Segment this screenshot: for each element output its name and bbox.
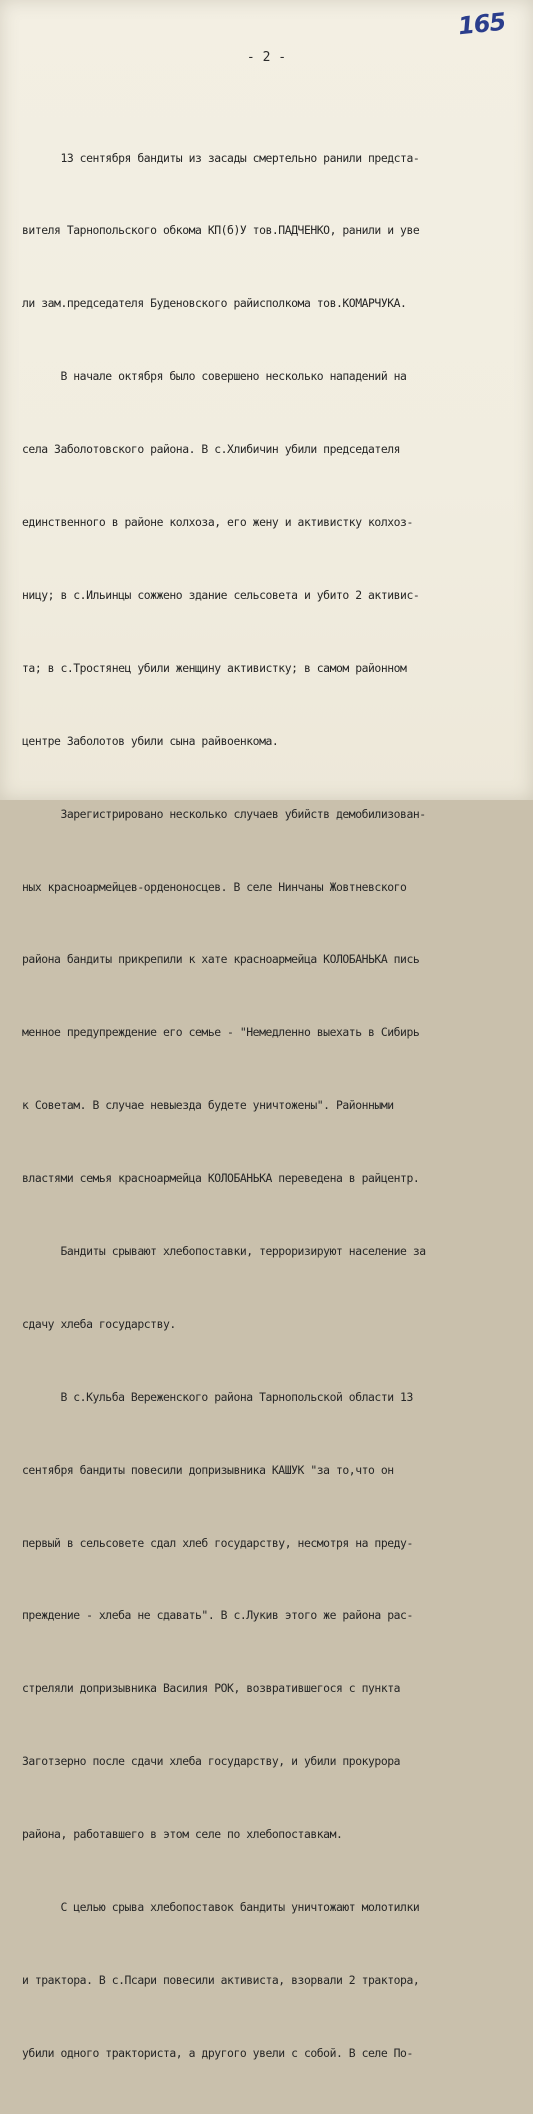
- text-line: вителя Тарнопольского обкома КП(б)У тов.ПАДЧЕНКО, ранили и уве: [22, 223, 420, 238]
- text-line: Заготзерно после сдачи хлеба государству, и убили прокурора: [22, 1754, 401, 1769]
- text-line: Бандиты срывают хлебопоставки, терроризируют население за: [22, 1243, 426, 1258]
- text-line: района, работавшего в этом селе по хлебопоставкам.: [22, 1827, 343, 1842]
- text-line: первый в сельсовете сдал хлеб государству, несмотря на преду-: [22, 1535, 413, 1550]
- page-number: - 2 -: [246, 50, 287, 65]
- text-line: преждение - хлеба не сдавать". В с.Лукив этого же района рас-: [22, 1608, 413, 1623]
- text-line: С целью срыва хлебопоставок бандиты уничтожают молотилки: [22, 1899, 420, 1914]
- text-line: района бандиты прикрепили к хате красноармейца КОЛОБАНЬКА пись: [22, 952, 420, 967]
- text-line: и трактора. В с.Псари повесили активиста, взорвали 2 трактора,: [22, 1972, 420, 1987]
- text-line: В начале октября было совершено несколько нападений на: [22, 369, 407, 384]
- text-line: стреляли допризывника Василия РОК, возвратившегося с пункта: [22, 1681, 401, 1696]
- text-line: ницу; в с.Ильинцы сожжено здание сельсовета и убито 2 активис-: [22, 587, 420, 602]
- text-line: властями семья красноармейца КОЛОБАНЬКА переведена в райцентр.: [22, 1171, 420, 1186]
- text-line: В с.Кульба Вереженского района Тарнопольской области 13: [22, 1389, 413, 1404]
- text-line: сдачу хлеба государству.: [22, 1316, 176, 1331]
- document-body: [22, 97, 530, 2114]
- text-line: менное предупреждение его семье - "Немедленно выехать в Сибирь: [22, 1025, 420, 1040]
- text-line: единственного в районе колхоза, его жену и активистку колхоз-: [22, 515, 413, 530]
- text-line: ли зам.председателя Буденовского райисполкома тов.КОМАРЧУКА.: [22, 296, 407, 311]
- text-line: убили одного тракториста, а другого увели с собой. В селе По-: [22, 2045, 413, 2060]
- text-line: села Заболотовского района. В с.Хлибичин убили председателя: [22, 442, 401, 457]
- text-line: центре Заболотов убили сына райвоенкома.: [22, 733, 279, 748]
- text-line: Зарегистрировано несколько случаев убийств демобилизован-: [22, 806, 426, 821]
- text-line: сентября бандиты повесили допризывника КАШУК "за то,что он: [22, 1462, 394, 1477]
- archive-page-number: 165: [456, 7, 507, 41]
- text-line: ных красноармейцев-орденоносцев. В селе Нинчаны Жовтневского: [22, 879, 407, 894]
- text-line: 13 сентября бандиты из засады смертельно ранили предста-: [22, 150, 420, 165]
- text-line: та; в с.Тростянец убили женщину активистку; в самом районном: [22, 660, 407, 675]
- text-line: к Советам. В случае невыезда будете уничтожены". Районными: [22, 1098, 394, 1113]
